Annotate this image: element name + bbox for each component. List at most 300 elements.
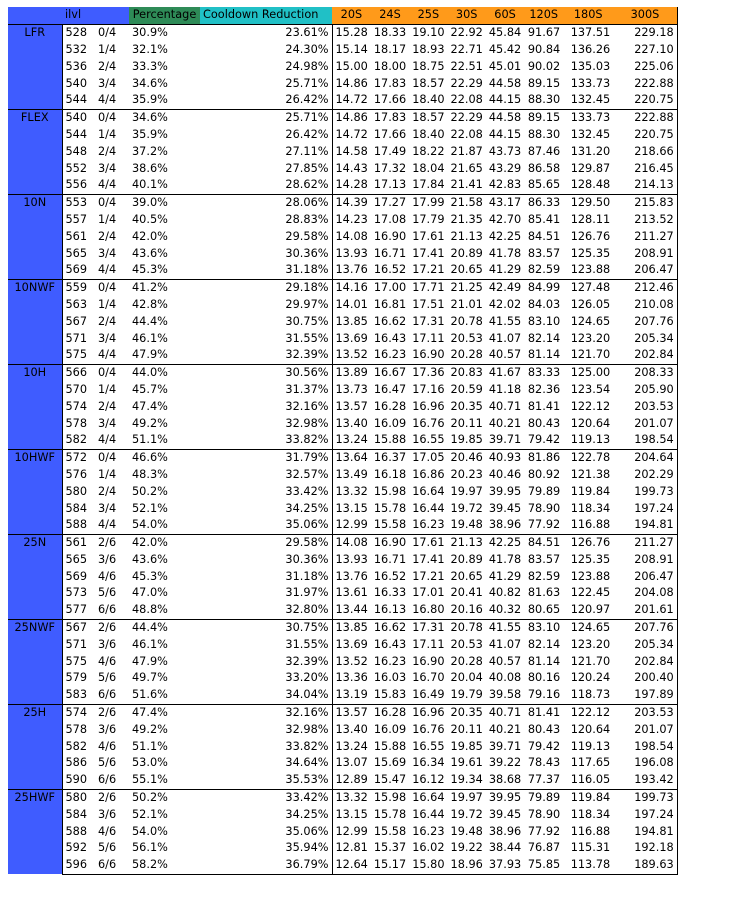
ilvl-cell: 590 — [65, 773, 88, 787]
table-row — [8, 636, 677, 653]
cooldown-reduction-cell: 28.62% — [285, 178, 329, 192]
time-24s-cell: 15.88 — [373, 739, 407, 753]
time-20s-cell: 12.89 — [332, 772, 371, 789]
upgrade-cell: 0/4 — [95, 279, 129, 296]
time-300s-cell: 214.13 — [613, 177, 677, 194]
time-20s-cell: 13.36 — [332, 670, 371, 687]
time-20s-cell: 14.01 — [332, 297, 371, 314]
time-24s-cell: 16.23 — [373, 654, 407, 668]
time-25s-cell: 18.40 — [412, 127, 445, 141]
time-180s-cell: 116.88 — [570, 518, 611, 532]
ilvl-cell: 573 — [65, 586, 88, 600]
time-300s-cell: 204.08 — [613, 585, 677, 602]
time-30s-cell: 19.97 — [450, 484, 483, 498]
time-30s-cell: 18.96 — [448, 857, 486, 874]
cooldown-reduction-cell: 32.16% — [285, 399, 329, 413]
time-25s-cell: 16.49 — [412, 688, 445, 702]
time-60s-cell: 41.78 — [488, 246, 522, 260]
time-20s-cell: 12.99 — [332, 517, 371, 534]
upgrade-cell: 4/4 — [98, 93, 117, 107]
group-label: 10N — [8, 194, 62, 279]
cooldown-reduction-cell: 29.58% — [285, 229, 329, 243]
time-30s-cell: 20.11 — [450, 416, 483, 430]
time-20s-cell: 13.89 — [332, 364, 371, 381]
time-25s-cell: 16.86 — [412, 467, 445, 481]
time-25s-cell: 17.11 — [412, 331, 445, 345]
time-30s-cell: 20.23 — [450, 467, 483, 481]
time-25s-cell: 17.41 — [412, 246, 445, 260]
ilvl-cell: 580 — [62, 789, 95, 806]
cooldown-reduction-cell: 26.42% — [285, 93, 329, 107]
time-30s-cell: 20.28 — [450, 654, 483, 668]
upgrade-cell: 2/6 — [95, 534, 129, 551]
time-20s-cell: 12.64 — [332, 857, 371, 874]
time-120s-cell: 79.42 — [527, 739, 561, 753]
time-20s-cell: 13.69 — [332, 636, 371, 653]
time-24s-cell: 16.52 — [373, 569, 407, 583]
percentage-cell: 42.0% — [132, 229, 168, 243]
time-60s-cell: 45.01 — [488, 59, 522, 73]
ilvl-cell: 584 — [65, 807, 88, 821]
time-24s-cell: 17.00 — [371, 279, 409, 296]
ilvl-cell: 571 — [65, 637, 88, 651]
ilvl-cell: 571 — [65, 331, 88, 345]
time-24s-cell: 16.28 — [371, 704, 409, 721]
percentage-cell: 55.1% — [132, 773, 168, 787]
cooldown-reduction-cell: 35.53% — [285, 773, 329, 787]
header-group-cell — [8, 7, 62, 24]
time-60s-cell: 41.78 — [488, 552, 522, 566]
group-label: 25NWF — [8, 619, 62, 704]
table-row — [8, 552, 677, 569]
time-120s-cell: 82.14 — [527, 637, 561, 651]
time-60s-cell: 37.93 — [486, 857, 524, 874]
time-24s-cell: 16.28 — [373, 399, 407, 413]
time-60s-cell: 41.18 — [488, 382, 522, 396]
percentage-cell: 53.0% — [132, 756, 168, 770]
ilvl-cell: 552 — [65, 161, 88, 175]
time-30s-cell: 19.22 — [450, 841, 483, 855]
time-60s-cell: 42.02 — [488, 297, 522, 311]
percentage-cell: 35.9% — [132, 93, 168, 107]
time-120s-cell: 85.41 — [527, 212, 561, 226]
time-180s-cell: 123.88 — [570, 263, 611, 277]
time-20s-cell: 14.23 — [332, 212, 371, 229]
cooldown-reduction-cell: 36.79% — [200, 857, 332, 874]
time-24s-cell: 15.58 — [373, 824, 407, 838]
time-60s-cell: 40.08 — [488, 671, 522, 685]
time-20s-cell: 13.15 — [332, 806, 371, 823]
table-row — [8, 245, 677, 262]
time-25s-cell: 17.31 — [412, 314, 445, 328]
time-25s-cell: 18.40 — [412, 93, 445, 107]
time-60s-cell: 44.15 — [488, 127, 522, 141]
table-row — [8, 449, 677, 466]
time-180s-cell: 122.45 — [570, 586, 611, 600]
percentage-cell: 48.3% — [132, 467, 168, 481]
time-30s-cell: 19.85 — [450, 739, 483, 753]
percentage-cell: 30.9% — [129, 24, 200, 41]
time-180s-cell: 122.12 — [563, 704, 613, 721]
table-row — [8, 398, 677, 415]
time-25s-cell: 18.22 — [412, 144, 445, 158]
percentage-cell: 49.2% — [132, 416, 168, 430]
time-60s-cell: 43.17 — [486, 194, 524, 211]
time-120s-cell: 81.63 — [527, 586, 561, 600]
time-20s-cell: 13.93 — [332, 552, 371, 569]
time-25s-cell: 17.05 — [409, 449, 447, 466]
time-60s-cell: 40.21 — [488, 722, 522, 736]
upgrade-cell: 0/4 — [95, 109, 129, 126]
time-120s-cell: 80.43 — [527, 416, 561, 430]
time-300s-cell: 200.40 — [613, 670, 677, 687]
table-row — [8, 823, 677, 840]
time-24s-cell: 16.47 — [373, 382, 407, 396]
time-24s-cell: 15.98 — [373, 484, 407, 498]
time-180s-cell: 132.45 — [570, 93, 611, 107]
time-60s-cell: 42.49 — [486, 279, 524, 296]
time-180s-cell: 126.05 — [570, 297, 611, 311]
time-180s-cell: 123.20 — [570, 331, 611, 345]
percentage-cell: 44.4% — [132, 314, 168, 328]
cooldown-reduction-cell: 27.85% — [285, 161, 329, 175]
time-120s-cell: 78.43 — [527, 756, 561, 770]
cooldown-reduction-cell: 32.80% — [285, 603, 329, 617]
table-row — [8, 297, 677, 314]
cooldown-reduction-cell: 31.55% — [285, 637, 329, 651]
upgrade-cell: 6/6 — [98, 603, 117, 617]
header-time-300s: 300S — [613, 7, 677, 24]
ilvl-cell: 570 — [65, 382, 88, 396]
time-180s-cell: 124.65 — [563, 619, 613, 636]
ilvl-cell: 566 — [62, 364, 95, 381]
time-30s-cell: 20.11 — [450, 722, 483, 736]
time-300s-cell: 205.34 — [613, 636, 677, 653]
upgrade-cell: 4/6 — [98, 569, 117, 583]
time-25s-cell: 16.76 — [412, 416, 445, 430]
time-20s-cell: 14.28 — [332, 177, 371, 194]
ilvl-cell: 557 — [65, 212, 88, 226]
ilvl-cell: 574 — [65, 399, 88, 413]
time-25s-cell: 18.57 — [409, 109, 447, 126]
percentage-cell: 35.9% — [132, 127, 168, 141]
time-30s-cell: 21.58 — [448, 194, 486, 211]
time-30s-cell: 21.65 — [450, 161, 483, 175]
time-20s-cell: 13.40 — [332, 415, 371, 432]
cooldown-reduction-cell: 35.94% — [285, 841, 329, 855]
upgrade-cell: 2/6 — [95, 789, 129, 806]
cooldown-reduction-cell: 31.55% — [285, 331, 329, 345]
ilvl-cell: 592 — [65, 841, 88, 855]
time-120s-cell: 77.92 — [527, 518, 561, 532]
time-30s-cell: 20.16 — [450, 603, 483, 617]
time-180s-cell: 123.88 — [570, 569, 611, 583]
cooldown-reduction-cell: 34.25% — [285, 501, 329, 515]
time-60s-cell: 40.57 — [488, 348, 522, 362]
time-25s-cell: 16.76 — [412, 722, 445, 736]
upgrade-cell: 2/4 — [98, 144, 117, 158]
time-25s-cell: 16.96 — [409, 704, 447, 721]
time-300s-cell: 208.91 — [613, 552, 677, 569]
time-25s-cell: 16.90 — [412, 348, 445, 362]
time-24s-cell: 15.69 — [373, 756, 407, 770]
time-120s-cell: 88.30 — [527, 93, 561, 107]
table-row — [8, 92, 677, 109]
time-180s-cell: 116.05 — [570, 773, 611, 787]
time-25s-cell: 16.55 — [412, 739, 445, 753]
time-20s-cell: 13.40 — [332, 721, 371, 738]
time-300s-cell: 211.27 — [613, 534, 677, 551]
time-24s-cell: 16.67 — [371, 364, 409, 381]
header-time-20s: 20S — [332, 7, 371, 24]
table-row — [8, 364, 677, 381]
ilvl-cell: 569 — [65, 569, 88, 583]
time-120s-cell: 84.51 — [524, 534, 563, 551]
time-120s-cell: 81.41 — [527, 399, 561, 413]
group-label: 25H — [8, 704, 62, 789]
ilvl-cell: 575 — [65, 348, 88, 362]
time-30s-cell: 20.28 — [450, 348, 483, 362]
table-row — [8, 228, 677, 245]
table-row — [8, 467, 677, 484]
time-24s-cell: 17.49 — [373, 144, 407, 158]
table-row — [8, 415, 677, 432]
time-25s-cell: 17.21 — [412, 569, 445, 583]
time-120s-cell: 84.51 — [527, 229, 561, 243]
time-180s-cell: 128.48 — [570, 178, 611, 192]
ilvl-cell: 582 — [65, 433, 88, 447]
time-120s-cell: 78.90 — [527, 501, 561, 515]
time-120s-cell: 81.14 — [527, 348, 561, 362]
time-60s-cell: 40.32 — [488, 603, 522, 617]
table-row — [8, 347, 677, 364]
time-24s-cell: 16.09 — [373, 416, 407, 430]
upgrade-cell: 2/4 — [98, 59, 117, 73]
time-30s-cell: 21.25 — [448, 279, 486, 296]
cooldown-reduction-cell: 33.82% — [285, 739, 329, 753]
time-25s-cell: 17.01 — [412, 586, 445, 600]
upgrade-cell: 0/4 — [95, 24, 129, 41]
time-25s-cell: 16.34 — [412, 756, 445, 770]
time-120s-cell: 82.59 — [527, 263, 561, 277]
percentage-cell: 42.0% — [129, 534, 200, 551]
ilvl-cell: 536 — [65, 59, 88, 73]
percentage-cell: 47.9% — [132, 348, 168, 362]
ilvl-cell: 561 — [62, 534, 95, 551]
time-20s-cell: 14.08 — [332, 228, 371, 245]
time-120s-cell: 83.10 — [524, 619, 563, 636]
table-row — [8, 432, 677, 449]
percentage-cell: 44.4% — [129, 619, 200, 636]
group-label: LFR — [8, 24, 62, 109]
ilvl-cell: 579 — [65, 671, 88, 685]
time-180s-cell: 132.45 — [570, 127, 611, 141]
header-time-30s: 30S — [448, 7, 486, 24]
upgrade-cell: 1/4 — [98, 467, 117, 481]
time-20s-cell: 15.14 — [332, 42, 371, 59]
time-30s-cell: 22.29 — [450, 76, 483, 90]
time-300s-cell: 201.07 — [613, 721, 677, 738]
time-24s-cell: 15.83 — [373, 688, 407, 702]
time-20s-cell: 15.00 — [332, 58, 371, 75]
time-30s-cell: 20.65 — [450, 263, 483, 277]
time-120s-cell: 79.16 — [527, 688, 561, 702]
ilvl-cell: 563 — [65, 297, 88, 311]
percentage-cell: 50.2% — [132, 484, 168, 498]
time-60s-cell: 45.42 — [488, 42, 522, 56]
table-row — [8, 58, 677, 75]
ilvl-cell: 580 — [65, 484, 88, 498]
header-time-120s: 120S — [524, 7, 563, 24]
time-120s-cell: 76.87 — [527, 841, 561, 855]
time-30s-cell: 20.35 — [448, 704, 486, 721]
table-row — [8, 262, 677, 279]
time-120s-cell: 80.92 — [527, 467, 561, 481]
time-60s-cell: 38.96 — [488, 518, 522, 532]
ilvl-cell: 548 — [65, 144, 88, 158]
time-30s-cell: 19.48 — [450, 518, 483, 532]
header-row — [8, 7, 677, 24]
upgrade-cell: 4/4 — [98, 178, 117, 192]
time-24s-cell: 16.43 — [373, 331, 407, 345]
cooldown-reduction-cell: 24.98% — [285, 59, 329, 73]
table-row — [8, 687, 677, 704]
time-60s-cell: 44.15 — [488, 93, 522, 107]
upgrade-cell: 3/4 — [98, 331, 117, 345]
ilvl-cell: 565 — [65, 246, 88, 260]
time-60s-cell: 42.25 — [488, 229, 522, 243]
percentage-cell: 34.6% — [129, 109, 200, 126]
percentage-cell: 47.0% — [132, 586, 168, 600]
ilvl-cell: 574 — [62, 704, 95, 721]
time-20s-cell: 13.64 — [332, 449, 371, 466]
time-300s-cell: 202.29 — [613, 467, 677, 484]
upgrade-cell: 1/4 — [98, 382, 117, 396]
time-180s-cell: 124.65 — [570, 314, 611, 328]
upgrade-cell: 6/6 — [98, 773, 117, 787]
time-20s-cell: 13.57 — [332, 704, 371, 721]
time-180s-cell: 125.35 — [570, 552, 611, 566]
time-24s-cell: 16.23 — [373, 348, 407, 362]
time-25s-cell: 16.64 — [409, 789, 447, 806]
time-120s-cell: 89.15 — [527, 76, 561, 90]
time-300s-cell: 203.53 — [613, 704, 677, 721]
cooldown-reduction-cell: 33.42% — [285, 484, 329, 498]
time-300s-cell: 197.89 — [613, 687, 677, 704]
percentage-cell: 50.2% — [129, 789, 200, 806]
time-30s-cell: 20.04 — [450, 671, 483, 685]
table-row — [8, 670, 677, 687]
cooldown-reduction-cell: 32.57% — [285, 467, 329, 481]
time-30s-cell: 19.72 — [450, 501, 483, 515]
time-20s-cell: 13.07 — [332, 755, 371, 772]
table-row — [8, 772, 677, 789]
percentage-cell: 54.0% — [132, 518, 168, 532]
time-300s-cell: 197.24 — [613, 500, 677, 517]
cooldown-reduction-cell: 32.39% — [285, 348, 329, 362]
time-30s-cell: 20.46 — [448, 449, 486, 466]
time-180s-cell: 119.13 — [570, 739, 611, 753]
upgrade-cell: 2/4 — [98, 399, 117, 413]
time-300s-cell: 216.45 — [613, 160, 677, 177]
time-120s-cell: 86.33 — [524, 194, 563, 211]
time-180s-cell: 119.84 — [570, 484, 611, 498]
time-120s-cell: 85.65 — [527, 178, 561, 192]
time-180s-cell: 117.65 — [570, 756, 611, 770]
time-24s-cell: 18.00 — [373, 59, 407, 73]
table-body — [8, 24, 677, 874]
time-24s-cell: 16.03 — [373, 671, 407, 685]
time-20s-cell: 14.72 — [332, 92, 371, 109]
percentage-cell: 51.1% — [132, 739, 168, 753]
percentage-cell: 46.1% — [132, 331, 168, 345]
ilvl-cell: 532 — [65, 42, 88, 56]
time-24s-cell: 15.78 — [373, 807, 407, 821]
time-300s-cell: 198.54 — [613, 738, 677, 755]
time-20s-cell: 12.99 — [332, 823, 371, 840]
time-120s-cell: 86.58 — [527, 161, 561, 175]
time-25s-cell: 16.23 — [412, 518, 445, 532]
upgrade-cell: 3/6 — [98, 637, 117, 651]
percentage-cell: 46.6% — [129, 449, 200, 466]
time-30s-cell: 20.89 — [450, 552, 483, 566]
time-25s-cell: 18.04 — [412, 161, 445, 175]
time-30s-cell: 19.85 — [450, 433, 483, 447]
table-row — [8, 127, 677, 144]
percentage-cell: 41.2% — [129, 279, 200, 296]
cooldown-reduction-cell: 34.04% — [285, 688, 329, 702]
time-180s-cell: 125.35 — [570, 246, 611, 260]
time-20s-cell: 14.58 — [332, 143, 371, 160]
table-row — [8, 279, 677, 296]
table-row — [8, 483, 677, 500]
time-20s-cell: 13.19 — [332, 687, 371, 704]
spreadsheet — [8, 7, 678, 875]
time-24s-cell: 16.37 — [371, 449, 409, 466]
time-180s-cell: 121.70 — [570, 654, 611, 668]
upgrade-cell: 3/6 — [98, 807, 117, 821]
percentage-cell: 32.1% — [132, 42, 168, 56]
time-25s-cell: 16.70 — [412, 671, 445, 685]
time-300s-cell: 208.91 — [613, 245, 677, 262]
ilvl-cell: 553 — [62, 194, 95, 211]
time-25s-cell: 18.57 — [412, 76, 445, 90]
time-60s-cell: 39.95 — [486, 789, 524, 806]
time-30s-cell: 21.41 — [450, 178, 483, 192]
table-row — [8, 194, 677, 211]
time-24s-cell: 16.81 — [373, 297, 407, 311]
time-25s-cell: 15.80 — [409, 857, 447, 874]
upgrade-cell: 3/4 — [98, 161, 117, 175]
time-120s-cell: 81.86 — [524, 449, 563, 466]
time-24s-cell: 15.58 — [373, 518, 407, 532]
time-25s-cell: 17.79 — [412, 212, 445, 226]
time-30s-cell: 22.08 — [450, 93, 483, 107]
time-120s-cell: 89.15 — [524, 109, 563, 126]
percentage-cell: 42.8% — [132, 297, 168, 311]
time-20s-cell: 13.49 — [332, 467, 371, 484]
time-25s-cell: 17.51 — [412, 297, 445, 311]
upgrade-cell: 4/4 — [98, 518, 117, 532]
percentage-cell: 58.2% — [129, 857, 200, 874]
time-60s-cell: 41.07 — [488, 331, 522, 345]
time-120s-cell: 83.57 — [527, 552, 561, 566]
cooldown-reduction-cell: 32.16% — [200, 704, 332, 721]
time-24s-cell: 15.78 — [373, 501, 407, 515]
upgrade-cell: 6/6 — [98, 688, 117, 702]
time-120s-cell: 83.10 — [527, 314, 561, 328]
cooldown-reduction-cell: 24.30% — [285, 42, 329, 56]
